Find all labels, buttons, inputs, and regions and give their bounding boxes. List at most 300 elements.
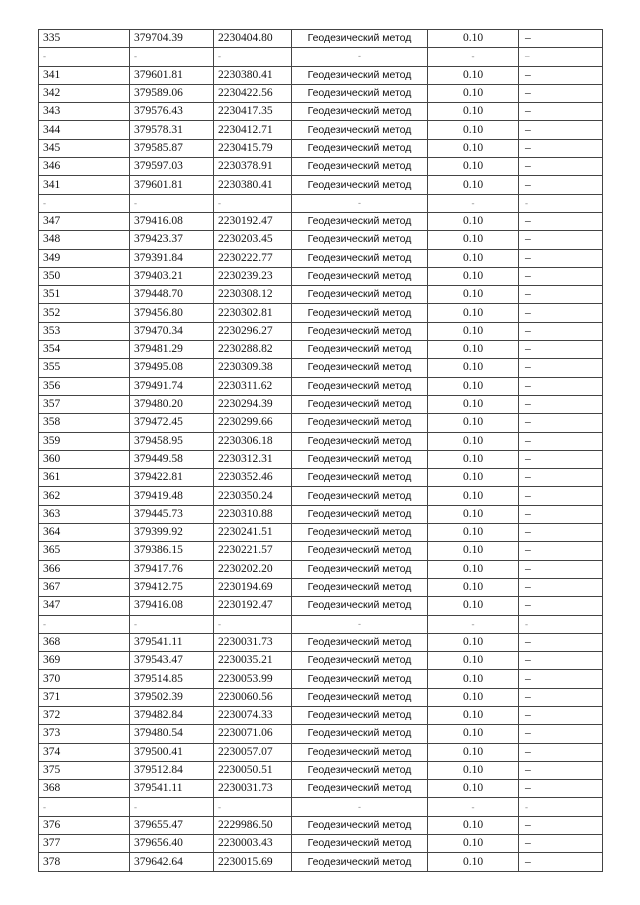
table-row — [39, 432, 603, 450]
point-number-cell: 377 — [39, 835, 130, 853]
note-cell: – — [519, 706, 603, 724]
separator-row — [39, 615, 603, 633]
note-cell: – — [519, 158, 603, 176]
method-cell: Геодезический метод — [292, 84, 428, 102]
point-number-cell: 335 — [39, 30, 130, 48]
point-number-cell: 349 — [39, 249, 130, 267]
note-cell: – — [519, 633, 603, 651]
y-coordinate-cell: 2230306.18 — [214, 432, 292, 450]
table-row — [39, 66, 603, 84]
accuracy-cell: 0.10 — [428, 377, 519, 395]
note-cell: – — [519, 743, 603, 761]
y-coordinate-cell: 2230412.71 — [214, 121, 292, 139]
x-coordinate-cell: 379422.81 — [130, 469, 214, 487]
accuracy-cell: 0.10 — [428, 176, 519, 194]
x-coordinate-cell: 379495.08 — [130, 359, 214, 377]
table-row — [39, 487, 603, 505]
point-number-cell: 348 — [39, 231, 130, 249]
table-row — [39, 469, 603, 487]
method-cell: Геодезический метод — [292, 212, 428, 230]
point-number-cell: 350 — [39, 267, 130, 285]
note-cell: – — [519, 359, 603, 377]
note-cell: – — [519, 304, 603, 322]
method-cell: Геодезический метод — [292, 286, 428, 304]
accuracy-cell: 0.10 — [428, 103, 519, 121]
table-row — [39, 377, 603, 395]
note-cell: - — [519, 798, 603, 816]
accuracy-cell: 0.10 — [428, 158, 519, 176]
table-row — [39, 688, 603, 706]
y-coordinate-cell: 2230308.12 — [214, 286, 292, 304]
table-row — [39, 30, 603, 48]
method-cell: Геодезический метод — [292, 816, 428, 834]
note-cell: – — [519, 414, 603, 432]
method-cell: Геодезический метод — [292, 30, 428, 48]
point-number-cell: 365 — [39, 542, 130, 560]
x-coordinate-cell: 379419.48 — [130, 487, 214, 505]
separator-row — [39, 194, 603, 212]
y-coordinate-cell: 2230422.56 — [214, 84, 292, 102]
y-coordinate-cell: 2230031.73 — [214, 780, 292, 798]
x-coordinate-cell: 379500.41 — [130, 743, 214, 761]
y-coordinate-cell: 2230241.51 — [214, 524, 292, 542]
point-number-cell: 359 — [39, 432, 130, 450]
y-coordinate-cell: - — [214, 194, 292, 212]
x-coordinate-cell: 379448.70 — [130, 286, 214, 304]
note-cell: – — [519, 231, 603, 249]
method-cell: Геодезический метод — [292, 231, 428, 249]
point-number-cell: 342 — [39, 84, 130, 102]
table-row — [39, 267, 603, 285]
note-cell: – — [519, 670, 603, 688]
accuracy-cell: 0.10 — [428, 780, 519, 798]
note-cell: – — [519, 835, 603, 853]
table-row — [39, 231, 603, 249]
point-number-cell: - — [39, 48, 130, 66]
note-cell: - — [519, 194, 603, 212]
separator-row — [39, 48, 603, 66]
x-coordinate-cell: - — [130, 48, 214, 66]
point-number-cell: 376 — [39, 816, 130, 834]
note-cell: – — [519, 652, 603, 670]
table-row — [39, 304, 603, 322]
method-cell: Геодезический метод — [292, 835, 428, 853]
point-number-cell: 355 — [39, 359, 130, 377]
point-number-cell: 354 — [39, 341, 130, 359]
table-row — [39, 341, 603, 359]
x-coordinate-cell: 379541.11 — [130, 633, 214, 651]
method-cell: Геодезический метод — [292, 103, 428, 121]
point-number-cell: - — [39, 615, 130, 633]
note-cell: – — [519, 286, 603, 304]
table-row — [39, 158, 603, 176]
point-number-cell: 353 — [39, 322, 130, 340]
x-coordinate-cell: 379482.84 — [130, 706, 214, 724]
x-coordinate-cell: 379403.21 — [130, 267, 214, 285]
accuracy-cell: 0.10 — [428, 450, 519, 468]
y-coordinate-cell: 2229986.50 — [214, 816, 292, 834]
point-number-cell: 351 — [39, 286, 130, 304]
point-number-cell: 372 — [39, 706, 130, 724]
table-row — [39, 249, 603, 267]
y-coordinate-cell: 2230031.73 — [214, 633, 292, 651]
x-coordinate-cell: 379589.06 — [130, 84, 214, 102]
table-row — [39, 816, 603, 834]
note-cell: – — [519, 103, 603, 121]
table-row — [39, 359, 603, 377]
note-cell: – — [519, 560, 603, 578]
point-number-cell: 369 — [39, 652, 130, 670]
point-number-cell: 370 — [39, 670, 130, 688]
method-cell: - — [292, 615, 428, 633]
table-row — [39, 414, 603, 432]
table-row — [39, 212, 603, 230]
y-coordinate-cell: 2230352.46 — [214, 469, 292, 487]
note-cell: – — [519, 524, 603, 542]
x-coordinate-cell: 379386.15 — [130, 542, 214, 560]
table-row — [39, 121, 603, 139]
note-cell: – — [519, 249, 603, 267]
point-number-cell: 358 — [39, 414, 130, 432]
table-row — [39, 670, 603, 688]
method-cell: Геодезический метод — [292, 542, 428, 560]
y-coordinate-cell: 2230003.43 — [214, 835, 292, 853]
x-coordinate-cell: 379704.39 — [130, 30, 214, 48]
accuracy-cell: 0.10 — [428, 597, 519, 615]
x-coordinate-cell: 379416.08 — [130, 597, 214, 615]
table-row — [39, 395, 603, 413]
note-cell: – — [519, 597, 603, 615]
accuracy-cell: - — [428, 798, 519, 816]
point-number-cell: 360 — [39, 450, 130, 468]
method-cell: Геодезический метод — [292, 706, 428, 724]
x-coordinate-cell: 379449.58 — [130, 450, 214, 468]
y-coordinate-cell: 2230415.79 — [214, 139, 292, 157]
accuracy-cell: 0.10 — [428, 761, 519, 779]
note-cell: – — [519, 853, 603, 871]
y-coordinate-cell: 2230312.31 — [214, 450, 292, 468]
method-cell: Геодезический метод — [292, 688, 428, 706]
x-coordinate-cell: 379578.31 — [130, 121, 214, 139]
point-number-cell: 362 — [39, 487, 130, 505]
note-cell: – — [519, 432, 603, 450]
method-cell: Геодезический метод — [292, 176, 428, 194]
x-coordinate-cell: 379491.74 — [130, 377, 214, 395]
method-cell: Геодезический метод — [292, 139, 428, 157]
y-coordinate-cell: 2230380.41 — [214, 66, 292, 84]
point-number-cell: 345 — [39, 139, 130, 157]
accuracy-cell: - — [428, 615, 519, 633]
method-cell: Геодезический метод — [292, 414, 428, 432]
accuracy-cell: 0.10 — [428, 560, 519, 578]
y-coordinate-cell: 2230350.24 — [214, 487, 292, 505]
table-row — [39, 761, 603, 779]
method-cell: Геодезический метод — [292, 652, 428, 670]
point-number-cell: 347 — [39, 597, 130, 615]
x-coordinate-cell: 379576.43 — [130, 103, 214, 121]
accuracy-cell: 0.10 — [428, 469, 519, 487]
point-number-cell: 352 — [39, 304, 130, 322]
table-row — [39, 633, 603, 651]
y-coordinate-cell: 2230221.57 — [214, 542, 292, 560]
table-row — [39, 853, 603, 871]
accuracy-cell: 0.10 — [428, 505, 519, 523]
method-cell: Геодезический метод — [292, 505, 428, 523]
method-cell: - — [292, 48, 428, 66]
accuracy-cell: 0.10 — [428, 395, 519, 413]
point-number-cell: 344 — [39, 121, 130, 139]
y-coordinate-cell: 2230417.35 — [214, 103, 292, 121]
method-cell: Геодезический метод — [292, 469, 428, 487]
x-coordinate-cell: 379423.37 — [130, 231, 214, 249]
x-coordinate-cell: 379512.84 — [130, 761, 214, 779]
y-coordinate-cell: - — [214, 48, 292, 66]
point-number-cell: 347 — [39, 212, 130, 230]
note-cell: – — [519, 322, 603, 340]
y-coordinate-cell: 2230192.47 — [214, 597, 292, 615]
accuracy-cell: 0.10 — [428, 341, 519, 359]
accuracy-cell: 0.10 — [428, 725, 519, 743]
x-coordinate-cell: 379399.92 — [130, 524, 214, 542]
table-row — [39, 725, 603, 743]
method-cell: Геодезический метод — [292, 359, 428, 377]
point-number-cell: 346 — [39, 158, 130, 176]
y-coordinate-cell: 2230074.33 — [214, 706, 292, 724]
accuracy-cell: 0.10 — [428, 322, 519, 340]
x-coordinate-cell: 379656.40 — [130, 835, 214, 853]
y-coordinate-cell: 2230309.38 — [214, 359, 292, 377]
table-row — [39, 706, 603, 724]
y-coordinate-cell: 2230404.80 — [214, 30, 292, 48]
x-coordinate-cell: 379514.85 — [130, 670, 214, 688]
method-cell: Геодезический метод — [292, 761, 428, 779]
y-coordinate-cell: - — [214, 615, 292, 633]
table-row — [39, 542, 603, 560]
y-coordinate-cell: 2230071.06 — [214, 725, 292, 743]
note-cell: – — [519, 176, 603, 194]
x-coordinate-cell: 379601.81 — [130, 66, 214, 84]
table-row — [39, 780, 603, 798]
point-number-cell: 368 — [39, 780, 130, 798]
separator-row — [39, 798, 603, 816]
point-number-cell: 371 — [39, 688, 130, 706]
y-coordinate-cell: 2230202.20 — [214, 560, 292, 578]
table-body — [39, 30, 603, 872]
y-coordinate-cell: 2230050.51 — [214, 761, 292, 779]
table-row — [39, 652, 603, 670]
x-coordinate-cell: 379472.45 — [130, 414, 214, 432]
method-cell: Геодезический метод — [292, 524, 428, 542]
method-cell: Геодезический метод — [292, 487, 428, 505]
point-number-cell: 375 — [39, 761, 130, 779]
x-coordinate-cell: 379502.39 — [130, 688, 214, 706]
method-cell: Геодезический метод — [292, 560, 428, 578]
method-cell: Геодезический метод — [292, 853, 428, 871]
method-cell: Геодезический метод — [292, 121, 428, 139]
x-coordinate-cell: 379456.80 — [130, 304, 214, 322]
table-row — [39, 524, 603, 542]
note-cell: – — [519, 505, 603, 523]
note-cell: – — [519, 688, 603, 706]
point-number-cell: - — [39, 798, 130, 816]
method-cell: Геодезический метод — [292, 633, 428, 651]
note-cell: – — [519, 84, 603, 102]
table-row — [39, 835, 603, 853]
note-cell: – — [519, 377, 603, 395]
x-coordinate-cell: 379445.73 — [130, 505, 214, 523]
method-cell: Геодезический метод — [292, 597, 428, 615]
table-row — [39, 84, 603, 102]
accuracy-cell: 0.10 — [428, 121, 519, 139]
y-coordinate-cell: 2230053.99 — [214, 670, 292, 688]
y-coordinate-cell: 2230239.23 — [214, 267, 292, 285]
table-row — [39, 578, 603, 596]
accuracy-cell: 0.10 — [428, 578, 519, 596]
table-row — [39, 505, 603, 523]
note-cell: – — [519, 542, 603, 560]
y-coordinate-cell: 2230311.62 — [214, 377, 292, 395]
point-number-cell: 378 — [39, 853, 130, 871]
point-number-cell: 364 — [39, 524, 130, 542]
accuracy-cell: 0.10 — [428, 688, 519, 706]
accuracy-cell: 0.10 — [428, 30, 519, 48]
x-coordinate-cell: 379412.75 — [130, 578, 214, 596]
accuracy-cell: 0.10 — [428, 286, 519, 304]
x-coordinate-cell: 379480.20 — [130, 395, 214, 413]
method-cell: Геодезический метод — [292, 725, 428, 743]
y-coordinate-cell: 2230294.39 — [214, 395, 292, 413]
point-number-cell: - — [39, 194, 130, 212]
table-row — [39, 286, 603, 304]
accuracy-cell: 0.10 — [428, 84, 519, 102]
coordinates-table — [38, 29, 603, 872]
y-coordinate-cell: 2230194.69 — [214, 578, 292, 596]
note-cell: – — [519, 450, 603, 468]
note-cell: – — [519, 725, 603, 743]
method-cell: Геодезический метод — [292, 395, 428, 413]
accuracy-cell: 0.10 — [428, 249, 519, 267]
x-coordinate-cell: 379417.76 — [130, 560, 214, 578]
table-row — [39, 560, 603, 578]
x-coordinate-cell: 379597.03 — [130, 158, 214, 176]
method-cell: Геодезический метод — [292, 304, 428, 322]
x-coordinate-cell: 379470.34 — [130, 322, 214, 340]
x-coordinate-cell: - — [130, 615, 214, 633]
method-cell: Геодезический метод — [292, 322, 428, 340]
x-coordinate-cell: - — [130, 798, 214, 816]
y-coordinate-cell: 2230057.07 — [214, 743, 292, 761]
x-coordinate-cell: 379391.84 — [130, 249, 214, 267]
point-number-cell: 368 — [39, 633, 130, 651]
accuracy-cell: 0.10 — [428, 706, 519, 724]
accuracy-cell: 0.10 — [428, 359, 519, 377]
accuracy-cell: 0.10 — [428, 66, 519, 84]
y-coordinate-cell: 2230060.56 — [214, 688, 292, 706]
method-cell: Геодезический метод — [292, 780, 428, 798]
accuracy-cell: 0.10 — [428, 652, 519, 670]
accuracy-cell: 0.10 — [428, 212, 519, 230]
accuracy-cell: 0.10 — [428, 487, 519, 505]
point-number-cell: 341 — [39, 66, 130, 84]
note-cell: - — [519, 615, 603, 633]
table-row — [39, 139, 603, 157]
method-cell: Геодезический метод — [292, 670, 428, 688]
table-row — [39, 450, 603, 468]
table-row — [39, 103, 603, 121]
note-cell: – — [519, 816, 603, 834]
point-number-cell: 356 — [39, 377, 130, 395]
method-cell: Геодезический метод — [292, 341, 428, 359]
y-coordinate-cell: 2230302.81 — [214, 304, 292, 322]
accuracy-cell: - — [428, 194, 519, 212]
y-coordinate-cell: 2230203.45 — [214, 231, 292, 249]
accuracy-cell: - — [428, 48, 519, 66]
x-coordinate-cell: 379541.11 — [130, 780, 214, 798]
point-number-cell: 357 — [39, 395, 130, 413]
accuracy-cell: 0.10 — [428, 743, 519, 761]
accuracy-cell: 0.10 — [428, 304, 519, 322]
method-cell: Геодезический метод — [292, 267, 428, 285]
note-cell: – — [519, 780, 603, 798]
y-coordinate-cell: 2230299.66 — [214, 414, 292, 432]
accuracy-cell: 0.10 — [428, 670, 519, 688]
table-row — [39, 322, 603, 340]
accuracy-cell: 0.10 — [428, 835, 519, 853]
x-coordinate-cell: 379458.95 — [130, 432, 214, 450]
method-cell: - — [292, 798, 428, 816]
note-cell: – — [519, 30, 603, 48]
method-cell: Геодезический метод — [292, 432, 428, 450]
y-coordinate-cell: 2230380.41 — [214, 176, 292, 194]
y-coordinate-cell: 2230288.82 — [214, 341, 292, 359]
x-coordinate-cell: 379642.64 — [130, 853, 214, 871]
note-cell: – — [519, 761, 603, 779]
note-cell: – — [519, 341, 603, 359]
method-cell: Геодезический метод — [292, 377, 428, 395]
table-row — [39, 176, 603, 194]
y-coordinate-cell: 2230378.91 — [214, 158, 292, 176]
method-cell: Геодезический метод — [292, 578, 428, 596]
y-coordinate-cell: 2230310.88 — [214, 505, 292, 523]
point-number-cell: 367 — [39, 578, 130, 596]
method-cell: Геодезический метод — [292, 743, 428, 761]
y-coordinate-cell: 2230035.21 — [214, 652, 292, 670]
point-number-cell: 373 — [39, 725, 130, 743]
note-cell: – — [519, 578, 603, 596]
accuracy-cell: 0.10 — [428, 524, 519, 542]
point-number-cell: 366 — [39, 560, 130, 578]
y-coordinate-cell: 2230222.77 — [214, 249, 292, 267]
note-cell: – — [519, 212, 603, 230]
x-coordinate-cell: 379585.87 — [130, 139, 214, 157]
x-coordinate-cell: 379601.81 — [130, 176, 214, 194]
table-row — [39, 743, 603, 761]
y-coordinate-cell: 2230192.47 — [214, 212, 292, 230]
accuracy-cell: 0.10 — [428, 139, 519, 157]
point-number-cell: 341 — [39, 176, 130, 194]
point-number-cell: 374 — [39, 743, 130, 761]
method-cell: - — [292, 194, 428, 212]
note-cell: – — [519, 487, 603, 505]
point-number-cell: 343 — [39, 103, 130, 121]
x-coordinate-cell: - — [130, 194, 214, 212]
note-cell: – — [519, 139, 603, 157]
accuracy-cell: 0.10 — [428, 414, 519, 432]
note-cell: – — [519, 121, 603, 139]
accuracy-cell: 0.10 — [428, 432, 519, 450]
note-cell: – — [519, 469, 603, 487]
accuracy-cell: 0.10 — [428, 542, 519, 560]
